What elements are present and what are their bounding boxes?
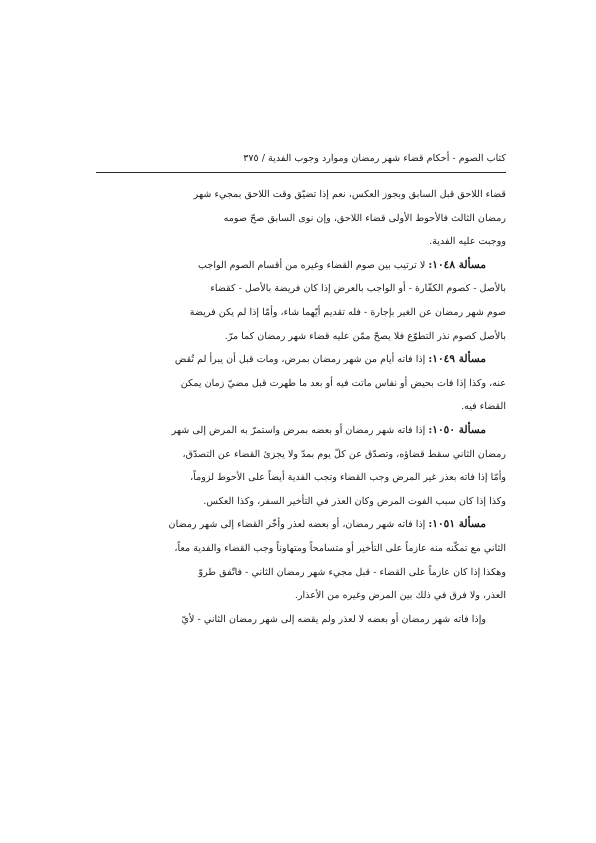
text-line — [96, 419, 506, 443]
line-text: رمضان الثالث فالأحوط الأولى قضاء اللاحق، وإن نوى السابق صحّ صومه — [223, 212, 506, 224]
text-line — [96, 372, 506, 396]
text-line — [96, 230, 506, 254]
line-text: رمضان الثاني سقط قضاؤه، وتصدّق عن كلّ يوم بمدّ ولا يجزئ القضاء عن التصدّق، — [182, 448, 506, 460]
text-line — [96, 207, 506, 231]
header-divider — [96, 172, 506, 173]
text-line — [96, 490, 506, 514]
text-line — [96, 513, 506, 537]
line-text: بالأصل - كصوم الكفّارة - أو الواجب بالعرض إذا كان فريضة بالأصل - كقضاء — [210, 283, 506, 295]
text-line — [96, 608, 506, 632]
text-line — [96, 561, 506, 585]
line-text: إذا فاته أيام من شهر رمضان بمرض، ومات قبل أن يبرأ لم تُقض — [174, 354, 429, 366]
line-text: بالأصل كصوم نذر التطوّع فلا يصحّ ممّن عليه قضاء شهر رمضان كما مرّ. — [224, 330, 506, 342]
issue-number-label: مسألة ١٠٥١: — [428, 518, 486, 531]
text-line — [96, 325, 506, 349]
line-text: ووجبت عليه الفدية. — [429, 236, 506, 248]
line-text: وكذا إذا كان سبب الفوت المرض وكان العذر في التأخير السفر، وكذا العكس. — [203, 495, 506, 507]
issue-number-label: مسألة ١٠٤٩: — [428, 353, 486, 366]
line-text: الثاني مع تمكّنه منه عازماً على التأخير أو متسامحاً ومتهاوناً وجب القضاء والفدية معاً، — [174, 542, 506, 554]
line-text: العذر، ولا فرق في ذلك بين المرض وغيره من الأعذار. — [294, 590, 506, 602]
text-line — [96, 466, 506, 490]
line-text: عنه، وكذا إذا فات بحيض أو نفاس ماتت فيه أو بعد ما طهرت قبل مضيّ زمان يمكن — [180, 377, 506, 389]
line-text: صوم شهر رمضان عن الغير بإجارة - فله تقديم أيّهما شاء، وأمّا إذا لم يكن فريضة — [189, 306, 506, 318]
line-text: القضاء فيه. — [461, 401, 506, 413]
line-text: وإذا فاته شهر رمضان أو بعضه لا لعذر ولم يقضه إلى شهر رمضان الثاني - لأيّ — [181, 613, 486, 625]
line-text: وهكذا إذا كان عازماً على القضاء - قبل مجيء شهر رمضان الثاني - فاتّفق طروّ — [198, 566, 506, 578]
text-line — [96, 537, 506, 561]
line-text: إذا فاته شهر رمضان، أو بعضه لعذر وأخّر القضاء إلى شهر رمضان — [168, 519, 429, 531]
issue-number-label: مسألة ١٠٤٨: — [428, 258, 486, 271]
text-line — [96, 348, 506, 372]
line-text: قضاء اللاحق قبل السابق وبجوز العكس، نعم إذا تضيّق وقت اللاحق بمجيء شهر — [193, 189, 506, 200]
text-line — [96, 301, 506, 325]
line-text: إذا فاته شهر رمضان أو بعضه بمرض واستمرّ به المرض إلى شهر — [171, 424, 429, 436]
text-line — [96, 254, 506, 278]
running-header: كتاب الصوم - أحكام قضاء شهر رمضان وموارد وجوب الفدية / ٣٧٥ — [243, 153, 506, 164]
line-text: لا ترتيب بين صوم القضاء وغيره من أقسام الصوم الواجب — [197, 259, 429, 271]
text-line — [96, 395, 506, 419]
text-line — [96, 443, 506, 467]
issue-number-label: مسألة ١٠٥٠: — [428, 423, 486, 436]
text-line — [96, 183, 506, 207]
body-text — [96, 183, 506, 631]
text-line — [96, 277, 506, 301]
line-text: وأمّا إذا فاته بعذر غير المرض وجب القضاء وتجب الفدية أيضاً على الأحوط لزوماً، — [190, 472, 506, 484]
text-line — [96, 584, 506, 608]
